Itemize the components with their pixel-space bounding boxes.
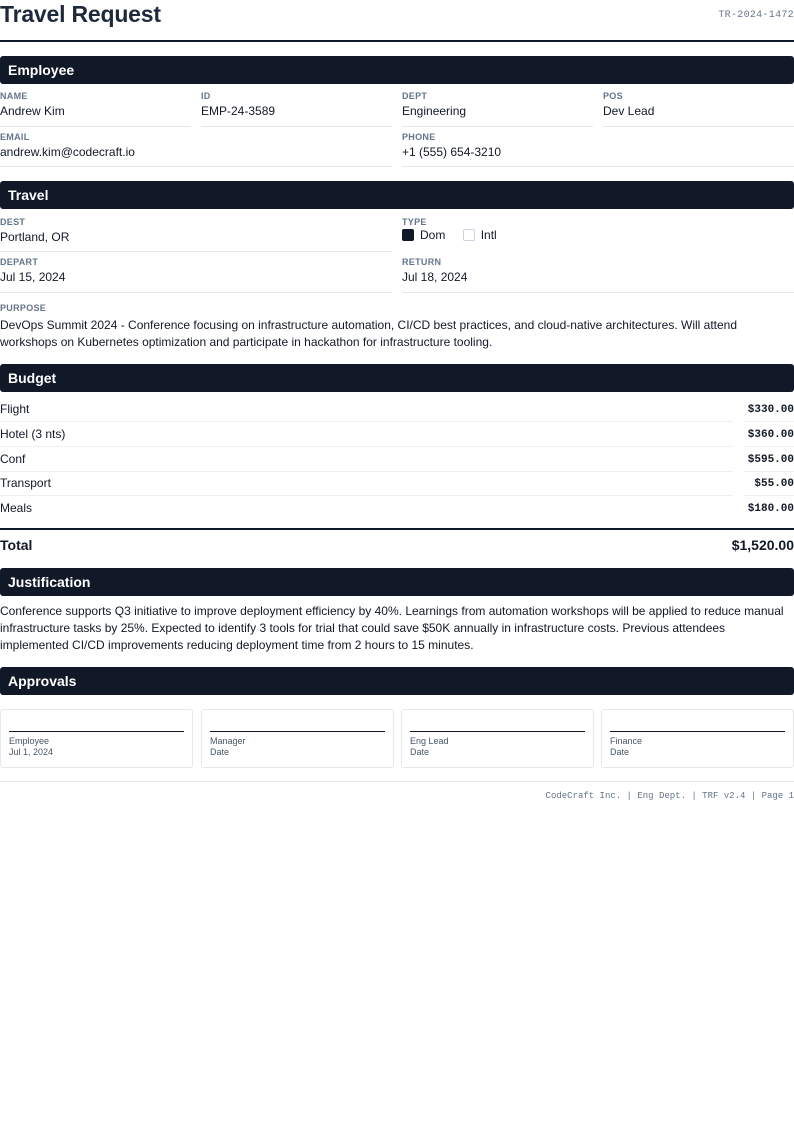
request-reference: TR-2024-1472 — [718, 10, 794, 21]
page-title: Travel Request — [0, 1, 161, 27]
budget-total-row — [0, 528, 794, 560]
field-label: DEST — [0, 217, 26, 227]
employee-name-field — [0, 91, 191, 127]
employee-email-field — [0, 132, 392, 167]
employee-id-field — [201, 91, 392, 127]
signature-box-finance[interactable] — [601, 709, 794, 768]
budget-row — [0, 425, 794, 450]
employee-id-value: EMP-24-3589 — [201, 104, 276, 118]
budget-row — [0, 400, 794, 425]
travel-return-value: Jul 18, 2024 — [402, 270, 468, 284]
employee-pos-field — [603, 91, 794, 127]
budget-item-amount: $55.00 — [744, 478, 794, 496]
field-label: DEPART — [0, 257, 39, 267]
signature-role: Employee — [9, 736, 50, 746]
signature-box-employee[interactable] — [0, 709, 193, 768]
section-header-justification: Justification — [0, 568, 794, 596]
signature-date: Date — [210, 747, 230, 757]
employee-dept-value: Engineering — [402, 104, 467, 118]
travel-depart-field — [0, 257, 392, 293]
budget-item-label: Conf — [0, 452, 733, 472]
total-label: Total — [0, 537, 33, 553]
travel-type-domestic[interactable] — [402, 227, 445, 242]
field-label: POS — [603, 91, 623, 101]
field-label: ID — [201, 91, 211, 101]
travel-destination-value: Portland, OR — [0, 230, 70, 244]
travel-depart-value: Jul 15, 2024 — [0, 270, 66, 284]
field-label: RETURN — [402, 257, 442, 267]
signature-line — [610, 731, 785, 732]
budget-item-label: Flight — [0, 402, 733, 422]
purpose-label: PURPOSE — [0, 303, 47, 313]
field-label: TYPE — [402, 217, 427, 227]
signature-line — [9, 731, 184, 732]
section-header-approvals: Approvals — [0, 667, 794, 695]
travel-type-international[interactable] — [463, 227, 497, 242]
signature-line — [210, 731, 385, 732]
budget-row — [0, 474, 794, 499]
footer-text: CodeCraft Inc. | Eng Dept. | TRF v2.4 | Page 1 — [545, 791, 794, 801]
signature-date: Date — [610, 747, 630, 757]
employee-dept-field — [402, 91, 593, 127]
signature-line — [410, 731, 585, 732]
signature-box-manager[interactable] — [201, 709, 394, 768]
budget-item-label: Hotel (3 nts) — [0, 427, 733, 447]
budget-item-amount: $595.00 — [744, 454, 794, 472]
document-footer — [0, 781, 794, 801]
section-header-travel: Travel — [0, 181, 794, 209]
field-label: PHONE — [402, 132, 436, 142]
section-header-budget: Budget — [0, 364, 794, 392]
budget-row — [0, 499, 794, 524]
signature-role: Finance — [610, 736, 643, 746]
checked-checkbox-icon[interactable] — [402, 229, 414, 241]
employee-phone-field — [402, 132, 794, 167]
employee-email-value: andrew.kim@codecraft.io — [0, 145, 135, 159]
travel-type-options — [402, 227, 511, 242]
field-label: DEPT — [402, 91, 428, 101]
signature-role: Manager — [210, 736, 246, 746]
travel-type-field — [402, 217, 794, 252]
budget-item-amount: $180.00 — [747, 503, 794, 515]
budget-item-label: Transport — [0, 476, 733, 496]
travel-return-field — [402, 257, 794, 293]
travel-destination-field — [0, 217, 392, 252]
employee-name-value: Andrew Kim — [0, 104, 65, 118]
field-label: EMAIL — [0, 132, 30, 142]
justification-text: Conference supports Q3 initiative to improve deployment efficiency by 40%. Learnings from automation workshops will be applied to reduce manual infrastructure tasks by 25%. Expected to identify 3 tools for trial that could save $50K annually in infrastructure costs. Previous attendees implemented CI/CD improvements reducing deployment time from 2 hours to 15 minutes. — [0, 604, 784, 652]
budget-item-amount: $360.00 — [744, 429, 794, 447]
budget-item-label: Meals — [0, 501, 33, 515]
total-amount: $1,520.00 — [731, 537, 794, 553]
budget-row — [0, 450, 794, 475]
option-label: Dom — [420, 228, 446, 243]
employee-pos-value: Dev Lead — [603, 104, 655, 118]
signature-date: Date — [410, 747, 430, 757]
field-label: NAME — [0, 91, 28, 101]
signature-date: Jul 1, 2024 — [9, 747, 54, 757]
employee-phone-value: +1 (555) 654-3210 — [402, 145, 502, 159]
section-header-employee: Employee — [0, 56, 794, 84]
unchecked-checkbox-icon[interactable] — [463, 229, 475, 241]
budget-item-amount: $330.00 — [744, 404, 794, 422]
purpose-text: DevOps Summit 2024 - Conference focusing on infrastructure automation, CI/CD best practices, and cloud-native architectures. Will attend workshops on Kubernetes optimization and participate in hackathon for infrastructure tooling. — [0, 318, 738, 349]
option-label: Intl — [480, 228, 497, 243]
signature-box-eng-lead[interactable] — [401, 709, 594, 768]
signature-role: Eng Lead — [410, 736, 449, 746]
document-header — [0, 0, 794, 42]
